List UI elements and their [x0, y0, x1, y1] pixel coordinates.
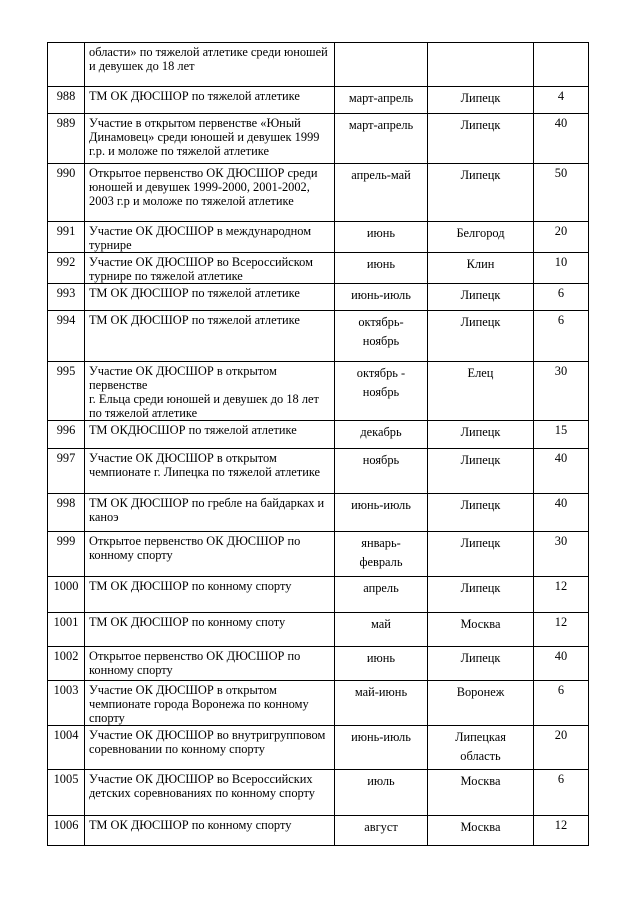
event-name: Участие в открытом первенстве «Юный Динамовец» среди юношей и девушек 1999 г.р. и моложе по тяжелой атлетике: [85, 114, 335, 164]
event-place: Москва: [428, 613, 534, 647]
event-name: ТМ ОКДЮСШОР по тяжелой атлетике: [85, 421, 335, 449]
event-name: Открытое первенство ОК ДЮСШОР среди юношей и девушек 1999-2000, 2001-2002, 2003 г.р и моложе по тяжелой атлетике: [85, 164, 335, 222]
event-period: апрель: [335, 577, 428, 613]
participant-count: 12: [534, 577, 589, 613]
row-number: 1005: [48, 770, 85, 816]
row-number: 1002: [48, 647, 85, 681]
event-period: июнь-июль: [335, 284, 428, 311]
table-row: [48, 87, 589, 114]
event-period: декабрь: [335, 421, 428, 449]
participant-count: 10: [534, 253, 589, 284]
event-name: ТМ ОК ДЮСШОР по конному спорту: [85, 577, 335, 613]
participant-count: 40: [534, 647, 589, 681]
participant-count: 20: [534, 726, 589, 770]
event-name: Участие ОК ДЮСШОР во Всероссийском турнире по тяжелой атлетике: [85, 253, 335, 284]
row-number: 998: [48, 494, 85, 532]
table-row: [48, 284, 589, 311]
event-name: Открытое первенство ОК ДЮСШОР по конному спорту: [85, 647, 335, 681]
row-number: 1003: [48, 681, 85, 726]
row-number: 999: [48, 532, 85, 577]
event-place: Липецк: [428, 577, 534, 613]
table-row: [48, 449, 589, 494]
event-period: май-июнь: [335, 681, 428, 726]
participant-count: 40: [534, 114, 589, 164]
event-name: ТМ ОК ДЮСШОР по конному споту: [85, 613, 335, 647]
event-place: Липецк: [428, 494, 534, 532]
event-name: ТМ ОК ДЮСШОР по тяжелой атлетике: [85, 284, 335, 311]
row-number: 997: [48, 449, 85, 494]
event-period: июнь: [335, 253, 428, 284]
row-number: 1006: [48, 816, 85, 846]
event-period: октябрь - ноябрь: [335, 362, 428, 421]
row-number: 995: [48, 362, 85, 421]
table-row: [48, 613, 589, 647]
event-period: октябрь- ноябрь: [335, 311, 428, 362]
event-name: Участие ОК ДЮСШОР во внутригрупповом соревновании по конному спорту: [85, 726, 335, 770]
row-number: 988: [48, 87, 85, 114]
event-place: Белгород: [428, 222, 534, 253]
participant-count: 6: [534, 284, 589, 311]
event-name: ТМ ОК ДЮСШОР по конному спорту: [85, 816, 335, 846]
event-period: август: [335, 816, 428, 846]
event-place: Москва: [428, 816, 534, 846]
table-row: [48, 577, 589, 613]
event-place: Липецк: [428, 114, 534, 164]
event-name: области» по тяжелой атлетике среди юношей и девушек до 18 лет: [85, 43, 335, 87]
row-number: 989: [48, 114, 85, 164]
event-period: март-апрель: [335, 114, 428, 164]
row-number: 990: [48, 164, 85, 222]
participant-count: 6: [534, 311, 589, 362]
event-name: ТМ ОК ДЮСШОР по тяжелой атлетике: [85, 87, 335, 114]
table-row: [48, 43, 589, 87]
participant-count: 40: [534, 494, 589, 532]
event-place: [428, 43, 534, 87]
event-place: Липецк: [428, 647, 534, 681]
event-name: ТМ ОК ДЮСШОР по тяжелой атлетике: [85, 311, 335, 362]
event-place: Елец: [428, 362, 534, 421]
row-number: 994: [48, 311, 85, 362]
event-period: [335, 43, 428, 87]
row-number: 1004: [48, 726, 85, 770]
table-row: [48, 253, 589, 284]
event-period: июнь-июль: [335, 494, 428, 532]
event-place: Москва: [428, 770, 534, 816]
participant-count: [534, 43, 589, 87]
participant-count: 6: [534, 770, 589, 816]
table-row: [48, 311, 589, 362]
event-period: июнь-июль: [335, 726, 428, 770]
table-row: [48, 816, 589, 846]
participant-count: 40: [534, 449, 589, 494]
table-row: [48, 532, 589, 577]
event-name: Участие ОК ДЮСШОР во Всероссийских детских соревнованиях по конному спорту: [85, 770, 335, 816]
event-place: Липецк: [428, 164, 534, 222]
table-row: [48, 362, 589, 421]
row-number: 992: [48, 253, 85, 284]
table-row: [48, 114, 589, 164]
event-place: Клин: [428, 253, 534, 284]
event-period: апрель-май: [335, 164, 428, 222]
table-row: [48, 681, 589, 726]
row-number: 1001: [48, 613, 85, 647]
event-name: Участие ОК ДЮСШОР в открытом чемпионате города Воронежа по конному спорту: [85, 681, 335, 726]
event-place: Липецк: [428, 421, 534, 449]
event-name: Участие ОК ДЮСШОР в открытом первенстве г. Ельца среди юношей и девушек до 18 лет по тяжелой атлетике: [85, 362, 335, 421]
event-period: ноябрь: [335, 449, 428, 494]
event-period: июнь: [335, 647, 428, 681]
event-place: Липецк: [428, 284, 534, 311]
table-row: [48, 647, 589, 681]
events-table-body: [48, 43, 589, 846]
participant-count: 12: [534, 816, 589, 846]
table-row: [48, 494, 589, 532]
participant-count: 30: [534, 532, 589, 577]
event-period: март-апрель: [335, 87, 428, 114]
event-period: июнь: [335, 222, 428, 253]
event-place: Липецк: [428, 449, 534, 494]
event-name: ТМ ОК ДЮСШОР по гребле на байдарках и каноэ: [85, 494, 335, 532]
row-number: 993: [48, 284, 85, 311]
table-row: [48, 164, 589, 222]
event-place: Липецк: [428, 532, 534, 577]
participant-count: 4: [534, 87, 589, 114]
participant-count: 6: [534, 681, 589, 726]
event-name: Участие ОК ДЮСШОР в международном турнире: [85, 222, 335, 253]
row-number: 1000: [48, 577, 85, 613]
table-row: [48, 222, 589, 253]
participant-count: 50: [534, 164, 589, 222]
row-number: [48, 43, 85, 87]
participant-count: 20: [534, 222, 589, 253]
table-row: [48, 770, 589, 816]
event-period: май: [335, 613, 428, 647]
event-period: июль: [335, 770, 428, 816]
row-number: 991: [48, 222, 85, 253]
event-name: Открытое первенство ОК ДЮСШОР по конному спорту: [85, 532, 335, 577]
table-row: [48, 726, 589, 770]
event-name: Участие ОК ДЮСШОР в открытом чемпионате г. Липецка по тяжелой атлетике: [85, 449, 335, 494]
event-place: Липецк: [428, 87, 534, 114]
event-place: Липецкая область: [428, 726, 534, 770]
event-place: Воронеж: [428, 681, 534, 726]
row-number: 996: [48, 421, 85, 449]
events-table: [47, 42, 589, 846]
participant-count: 12: [534, 613, 589, 647]
event-period: январь- февраль: [335, 532, 428, 577]
participant-count: 15: [534, 421, 589, 449]
table-row: [48, 421, 589, 449]
event-place: Липецк: [428, 311, 534, 362]
participant-count: 30: [534, 362, 589, 421]
